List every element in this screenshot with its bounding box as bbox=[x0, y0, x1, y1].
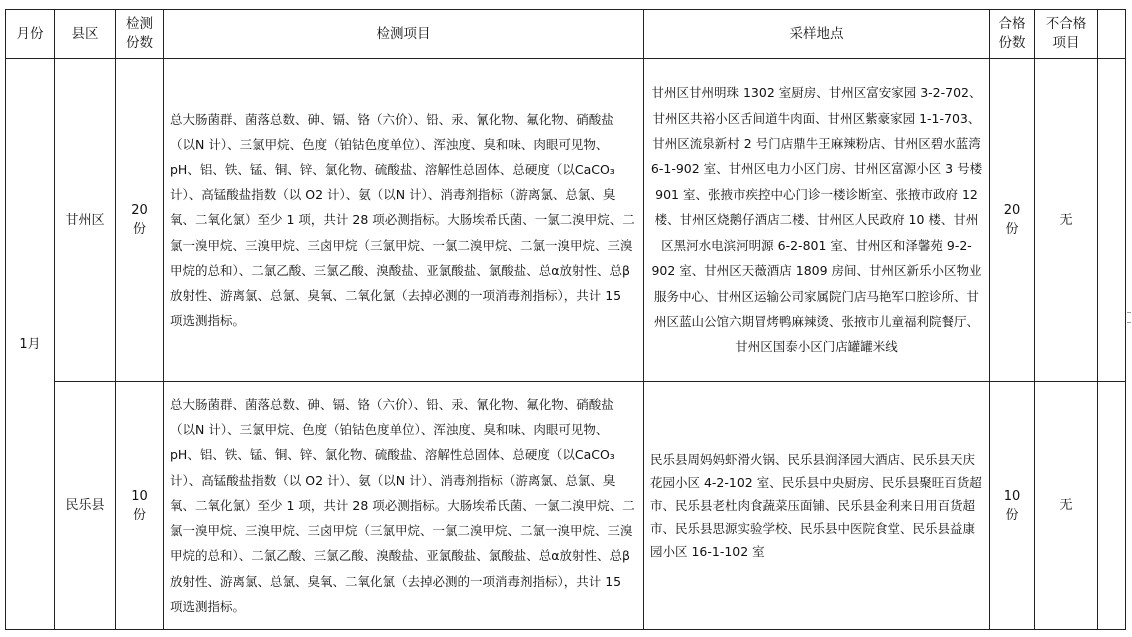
edge-mark bbox=[1127, 322, 1131, 323]
row2-locations-text: 民乐县周妈妈虾滑火锅、民乐县润泽园大酒店、民乐县天庆花园小区 4-2-102 室、民乐县中央厨房、民乐县聚旺百货超市、民乐县老杜肉食蔬菜压面铺、民乐县金利来日用百货超市、民乐县思源实验学校、民乐县中医院食堂、民乐县益康园小区 16-1-102 室 bbox=[650, 452, 982, 559]
row1-qualified: 20 份 bbox=[1003, 203, 1021, 237]
row1-items bbox=[164, 59, 643, 381]
grid-line bbox=[989, 9, 990, 630]
header-unqualified: 不合格 项目 bbox=[1045, 16, 1087, 51]
grid-line bbox=[115, 9, 116, 630]
row2-unqualified: 无 bbox=[1059, 498, 1073, 513]
header-locations: 采样地点 bbox=[789, 25, 844, 42]
grid-line bbox=[54, 381, 1126, 382]
grid-line bbox=[5, 629, 1126, 630]
grid-line bbox=[5, 9, 1126, 10]
row1-county: 甘州区 bbox=[65, 212, 105, 228]
grid-line bbox=[643, 9, 644, 630]
grid-line bbox=[163, 9, 164, 630]
grid-line bbox=[1125, 9, 1126, 630]
grid-line bbox=[1034, 9, 1035, 630]
row2-count: 10 份 bbox=[131, 488, 148, 523]
grid-line bbox=[5, 58, 1126, 59]
row2-qualified: 10 份 bbox=[1003, 488, 1021, 523]
grid-line bbox=[54, 9, 55, 630]
row2-locations bbox=[644, 382, 989, 629]
row2-items bbox=[164, 382, 643, 629]
row1-count: 20 份 bbox=[131, 203, 148, 237]
month-cell: 1月 bbox=[19, 336, 41, 352]
row2-county: 民乐县 bbox=[65, 498, 105, 513]
row1-locations-text: 甘州区甘州明珠 1302 室厨房、甘州区富安家园 3-2-702、甘州区共裕小区舌间道牛肉面、甘州区紫豪家园 1-1-703、甘州区流泉新村 2 号门店鼎牛王麻辣粉店、甘州区碧水蓝湾 6-1-902 室、甘州区电力小区门房、甘州区富源小区 3 号楼 901 室、张掖市疾控中心门诊一楼诊断室、张掖市政府 12 楼、甘州区烧鹅仔酒店二楼、甘州区人民政府 10 楼、甘州区黑河水电滨河明源 6-2-801 室、甘州区和泽馨苑 9-2-902 室、甘州区天薇酒店 1809 房间、甘州区新乐小区物业服务中心、甘州区运输公司家属院门店马艳军口腔诊所、甘州区蓝山公馆六期冒烤鸭麻辣烫、张掖市儿童福利院餐厅、甘州区国泰小区门店罐罐米线 bbox=[650, 85, 983, 355]
header-items: 检测项目 bbox=[376, 25, 431, 42]
header-month: 月份 bbox=[16, 25, 44, 42]
row1-locations bbox=[644, 59, 989, 381]
row1-unqualified: 无 bbox=[1059, 212, 1073, 228]
row2-items-text: 总大肠菌群、菌落总数、砷、镉、铬（六价）、铅、汞、氰化物、氟化物、硝酸盐（以N 计）、三氯甲烷、色度（铂钴色度单位）、浑浊度、臭和味、肉眼可见物、pH、铝、铁、锰、铜、锌、氯化物、硫酸盐、溶解性总固体、总硬度（以CaCO₃ 计）、高锰酸盐指数（以 O2 计）、氨（以N 计）、消毒剂指标（游离氯、总氯、臭氧、二氧化氯）至少 1 项，共计 28 项必测指标。大肠埃希氏菌、一氯二溴甲烷、二氯一溴甲烷、三溴甲烷、三卤甲烷（三氯甲烷、一氯二溴甲烷、二氯一溴甲烷、三溴甲烷的总和）、二氯乙酸、三氯乙酸、溴酸盐、亚氯酸盐、氯酸盐、总α放射性、总β放射性、游离氯、总氯、臭氧、二氧化氯（去掉必测的一项消毒剂指标），共计 15 项选测指标。 bbox=[170, 397, 635, 614]
row1-items-text: 总大肠菌群、菌落总数、砷、镉、铬（六价）、铅、汞、氰化物、氟化物、硝酸盐（以N 计）、三氯甲烷、色度（铂钴色度单位）、浑浊度、臭和味、肉眼可见物、pH、铝、铁、锰、铜、锌、氯化物、硫酸盐、溶解性总固体、总硬度（以CaCO₃ 计）、高锰酸盐指数（以 O2 计）、氨（以N 计）、消毒剂指标（游离氯、总氯、臭氧、二氧化氯）至少 1 项，共计 28 项必测指标。大肠埃希氏菌、一氯二溴甲烷、二氯一溴甲烷、三溴甲烷、三卤甲烷（三氯甲烷、一氯二溴甲烷、二氯一溴甲烷、三溴甲烷的总和）、二氯乙酸、三氯乙酸、溴酸盐、亚氯酸盐、氯酸盐、总α放射性、总β放射性、游离氯、总氯、臭氧、二氧化氯（去掉必测的一项消毒剂指标），共计 15 项选测指标。 bbox=[170, 111, 635, 329]
edge-mark bbox=[1127, 312, 1131, 313]
grid-line bbox=[1097, 9, 1098, 630]
grid-line bbox=[5, 9, 6, 630]
header-county: 县区 bbox=[71, 25, 99, 42]
header-sample-count: 检测 份数 bbox=[126, 16, 153, 51]
header-qualified: 合格 份数 bbox=[998, 16, 1026, 51]
